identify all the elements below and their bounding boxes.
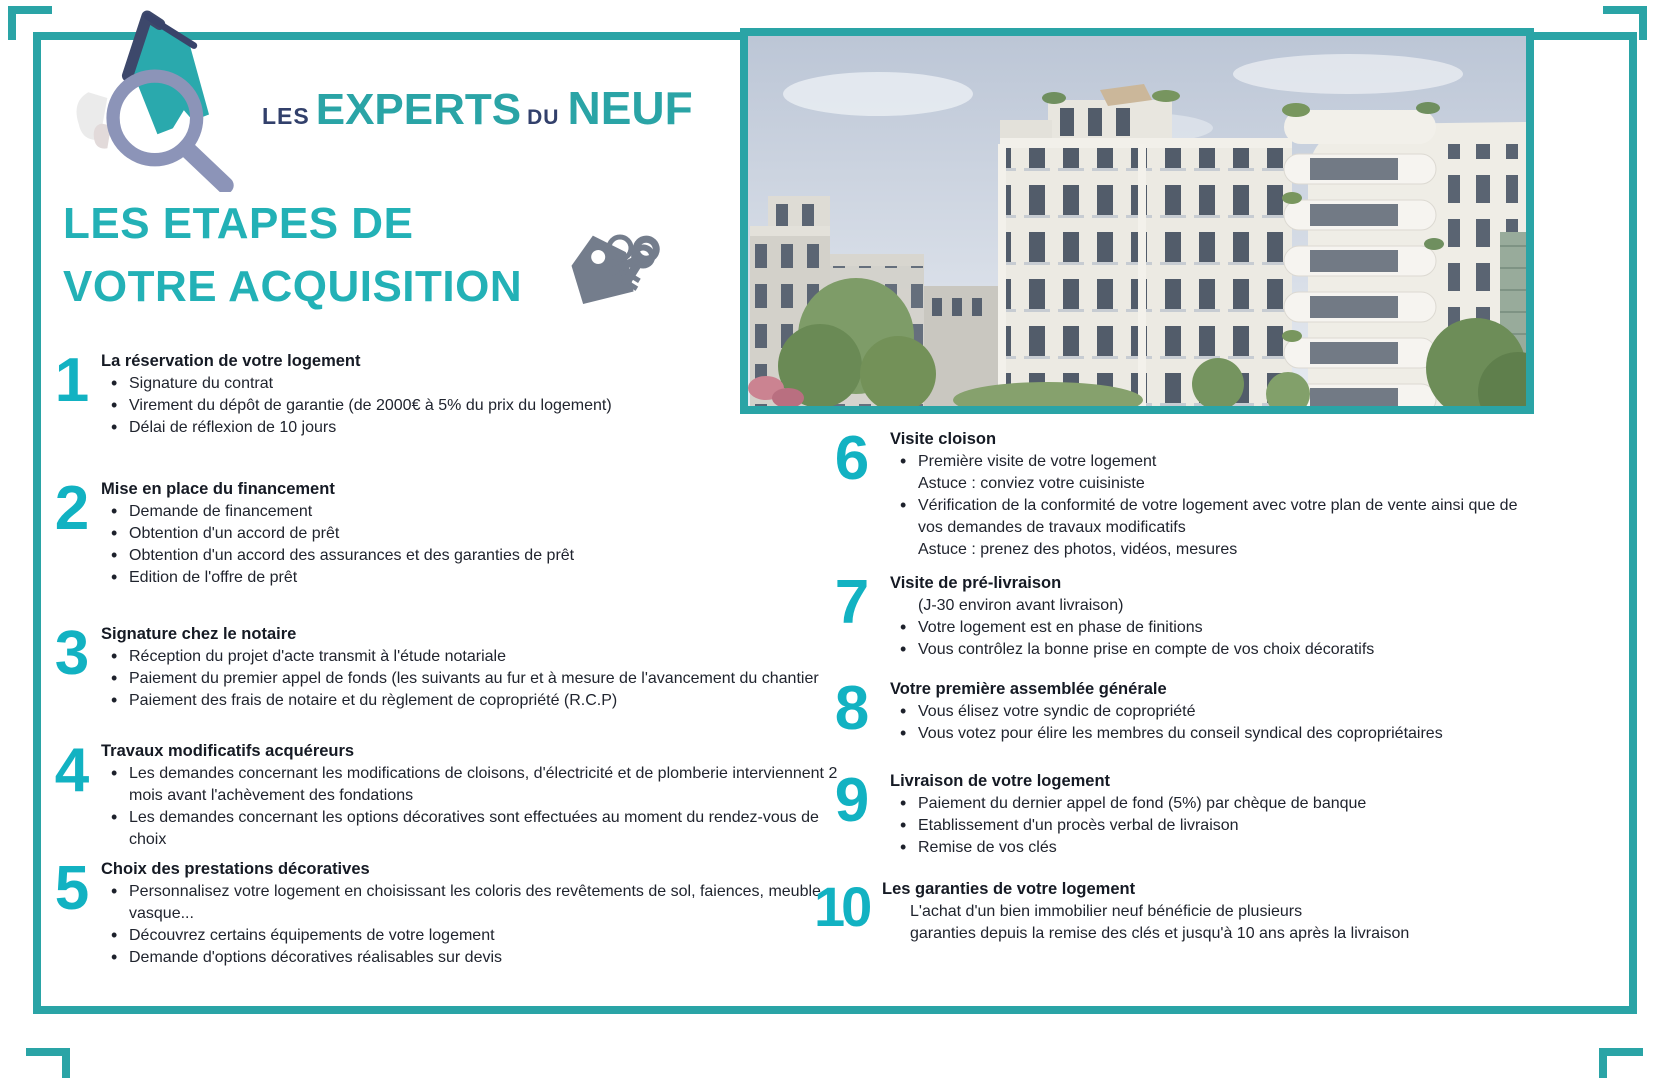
step-item: • Edition de l'offre de prêt <box>101 567 840 589</box>
step-10 <box>814 875 1534 945</box>
step-item-list <box>101 646 840 712</box>
step-heading: Visite cloison <box>890 430 997 448</box>
step-item-list <box>890 451 1534 561</box>
brand-word-neuf: NEUF <box>567 82 693 134</box>
brand-word-du: DU <box>527 106 560 129</box>
step-item: • Demande de financement <box>101 501 840 523</box>
step-content <box>99 350 840 439</box>
step-8 <box>822 674 1534 745</box>
steps-column-right <box>814 424 1534 953</box>
step-item: garanties depuis la remise des clés et jusqu'à 10 ans après la livraison <box>910 925 1410 942</box>
step-item: • Obtention d'un accord des assurances et des garanties de prêt <box>101 545 840 567</box>
step-2 <box>45 474 840 589</box>
step-item: • Paiement du premier appel de fonds (les suivants au fur et à mesure de l'avancement du chantier <box>101 668 840 690</box>
step-content <box>880 878 1534 945</box>
step-item: • Vous contrôlez la bonne prise en compte de vos choix décoratifs <box>890 639 1534 661</box>
building-photo-image <box>748 36 1526 406</box>
corner-mark-bottom-right <box>1599 1048 1643 1078</box>
step-item: • Paiement du dernier appel de fond (5%) par chèque de banque <box>890 793 1534 815</box>
step-5 <box>45 854 840 969</box>
step-item-list <box>890 793 1534 859</box>
step-item: • Vous votez pour élire les membres du conseil syndical des copropriétaires <box>890 723 1534 745</box>
house-keys-icon <box>558 218 678 313</box>
step-item: • Virement du dépôt de garantie (de 2000€ à 5% du prix du logement) <box>101 395 840 417</box>
step-heading: Livraison de votre logement <box>890 772 1111 790</box>
step-6 <box>822 424 1534 561</box>
step-item: Astuce : conviez votre cuisiniste <box>918 475 1145 492</box>
step-item: • Réception du projet d'acte transmit à l'étude notariale <box>101 646 840 668</box>
step-3 <box>45 619 840 712</box>
step-number: 6 <box>834 424 870 493</box>
step-item: • Signature du contrat <box>101 373 840 395</box>
step-item: • Paiement des frais de notaire et du règlement de copropriété (R.C.P) <box>101 690 840 712</box>
step-item: • Vous élisez votre syndic de copropriété <box>890 701 1534 723</box>
brand-word-les: LES <box>262 103 310 129</box>
step-item: • Demande d'options décoratives réalisables sur devis <box>101 947 840 969</box>
step-number: 2 <box>54 474 90 543</box>
brand-word-experts: EXPERTS <box>315 85 522 134</box>
step-item-list <box>882 901 1534 945</box>
step-item: • Délai de réflexion de 10 jours <box>101 417 840 439</box>
step-content <box>99 623 840 712</box>
page-title <box>63 192 522 318</box>
step-heading: Visite de pré-livraison <box>890 574 1062 592</box>
step-heading: Votre première assemblée générale <box>890 680 1167 698</box>
step-7 <box>822 568 1534 661</box>
step-item-list <box>101 763 840 851</box>
step-item-list <box>101 501 840 589</box>
step-number: 8 <box>834 674 870 743</box>
step-item: L'achat d'un bien immobilier neuf bénéficie de plusieurs <box>910 903 1303 920</box>
magnifier-house-icon <box>52 2 252 192</box>
step-heading: La réservation de votre logement <box>101 352 361 370</box>
step-item: • Vérification de la conformité de votre logement avec votre plan de vente ainsi que de vos demandes de travaux modificatifs <box>890 495 1534 539</box>
step-item: • Découvrez certains équipements de votre logement <box>101 925 840 947</box>
step-number: 5 <box>54 854 90 923</box>
step-item: (J-30 environ avant livraison) <box>918 597 1124 614</box>
step-content <box>888 678 1534 745</box>
step-heading: Choix des prestations décoratives <box>101 860 370 878</box>
step-4 <box>45 736 840 851</box>
step-item-list <box>890 595 1534 661</box>
step-number: 10 <box>814 875 869 938</box>
step-content <box>888 428 1534 561</box>
step-content <box>888 572 1534 661</box>
building-photo <box>740 28 1534 414</box>
steps-column-left <box>45 346 840 975</box>
step-content <box>888 770 1534 859</box>
step-heading: Signature chez le notaire <box>101 625 297 643</box>
corner-mark-bottom-left <box>26 1048 70 1078</box>
step-heading: Travaux modificatifs acquéreurs <box>101 742 355 760</box>
step-item: • Les demandes concernant les modifications de cloisons, d'électricité et de plomberie interviennent 2 mois avant l'achèvement des fondations <box>101 763 840 807</box>
step-number: 3 <box>54 619 90 688</box>
step-item: • Votre logement est en phase de finitions <box>890 617 1534 639</box>
step-heading: Mise en place du financement <box>101 480 335 498</box>
step-item-list <box>101 881 840 969</box>
step-9 <box>822 766 1534 859</box>
step-content <box>99 740 840 851</box>
step-content <box>99 478 840 589</box>
page-title-line2: VOTRE ACQUISITION <box>63 262 523 311</box>
page-title-line1: LES ETAPES DE <box>63 199 414 248</box>
step-number: 9 <box>834 766 870 835</box>
step-item: Astuce : prenez des photos, vidéos, mesures <box>918 541 1238 558</box>
step-item: • Remise de vos clés <box>890 837 1534 859</box>
step-item: • Etablissement d'un procès verbal de livraison <box>890 815 1534 837</box>
brand-logo <box>52 2 712 192</box>
step-heading: Les garanties de votre logement <box>882 880 1136 898</box>
step-number: 4 <box>54 736 90 805</box>
brand-wordmark <box>262 81 693 135</box>
step-number: 1 <box>54 346 90 415</box>
step-item-list <box>890 701 1534 745</box>
step-1 <box>45 346 840 439</box>
step-item-list <box>101 373 840 439</box>
step-item: • Personnalisez votre logement en choisissant les coloris des revêtements de sol, faiences, meuble vasque... <box>101 881 840 925</box>
step-item: • Obtention d'un accord de prêt <box>101 523 840 545</box>
step-number: 7 <box>834 568 870 637</box>
step-item: • Les demandes concernant les options décoratives sont effectuées au moment du rendez-vous de choix <box>101 807 840 851</box>
step-content <box>99 858 840 969</box>
step-item: • Première visite de votre logement <box>890 451 1534 473</box>
